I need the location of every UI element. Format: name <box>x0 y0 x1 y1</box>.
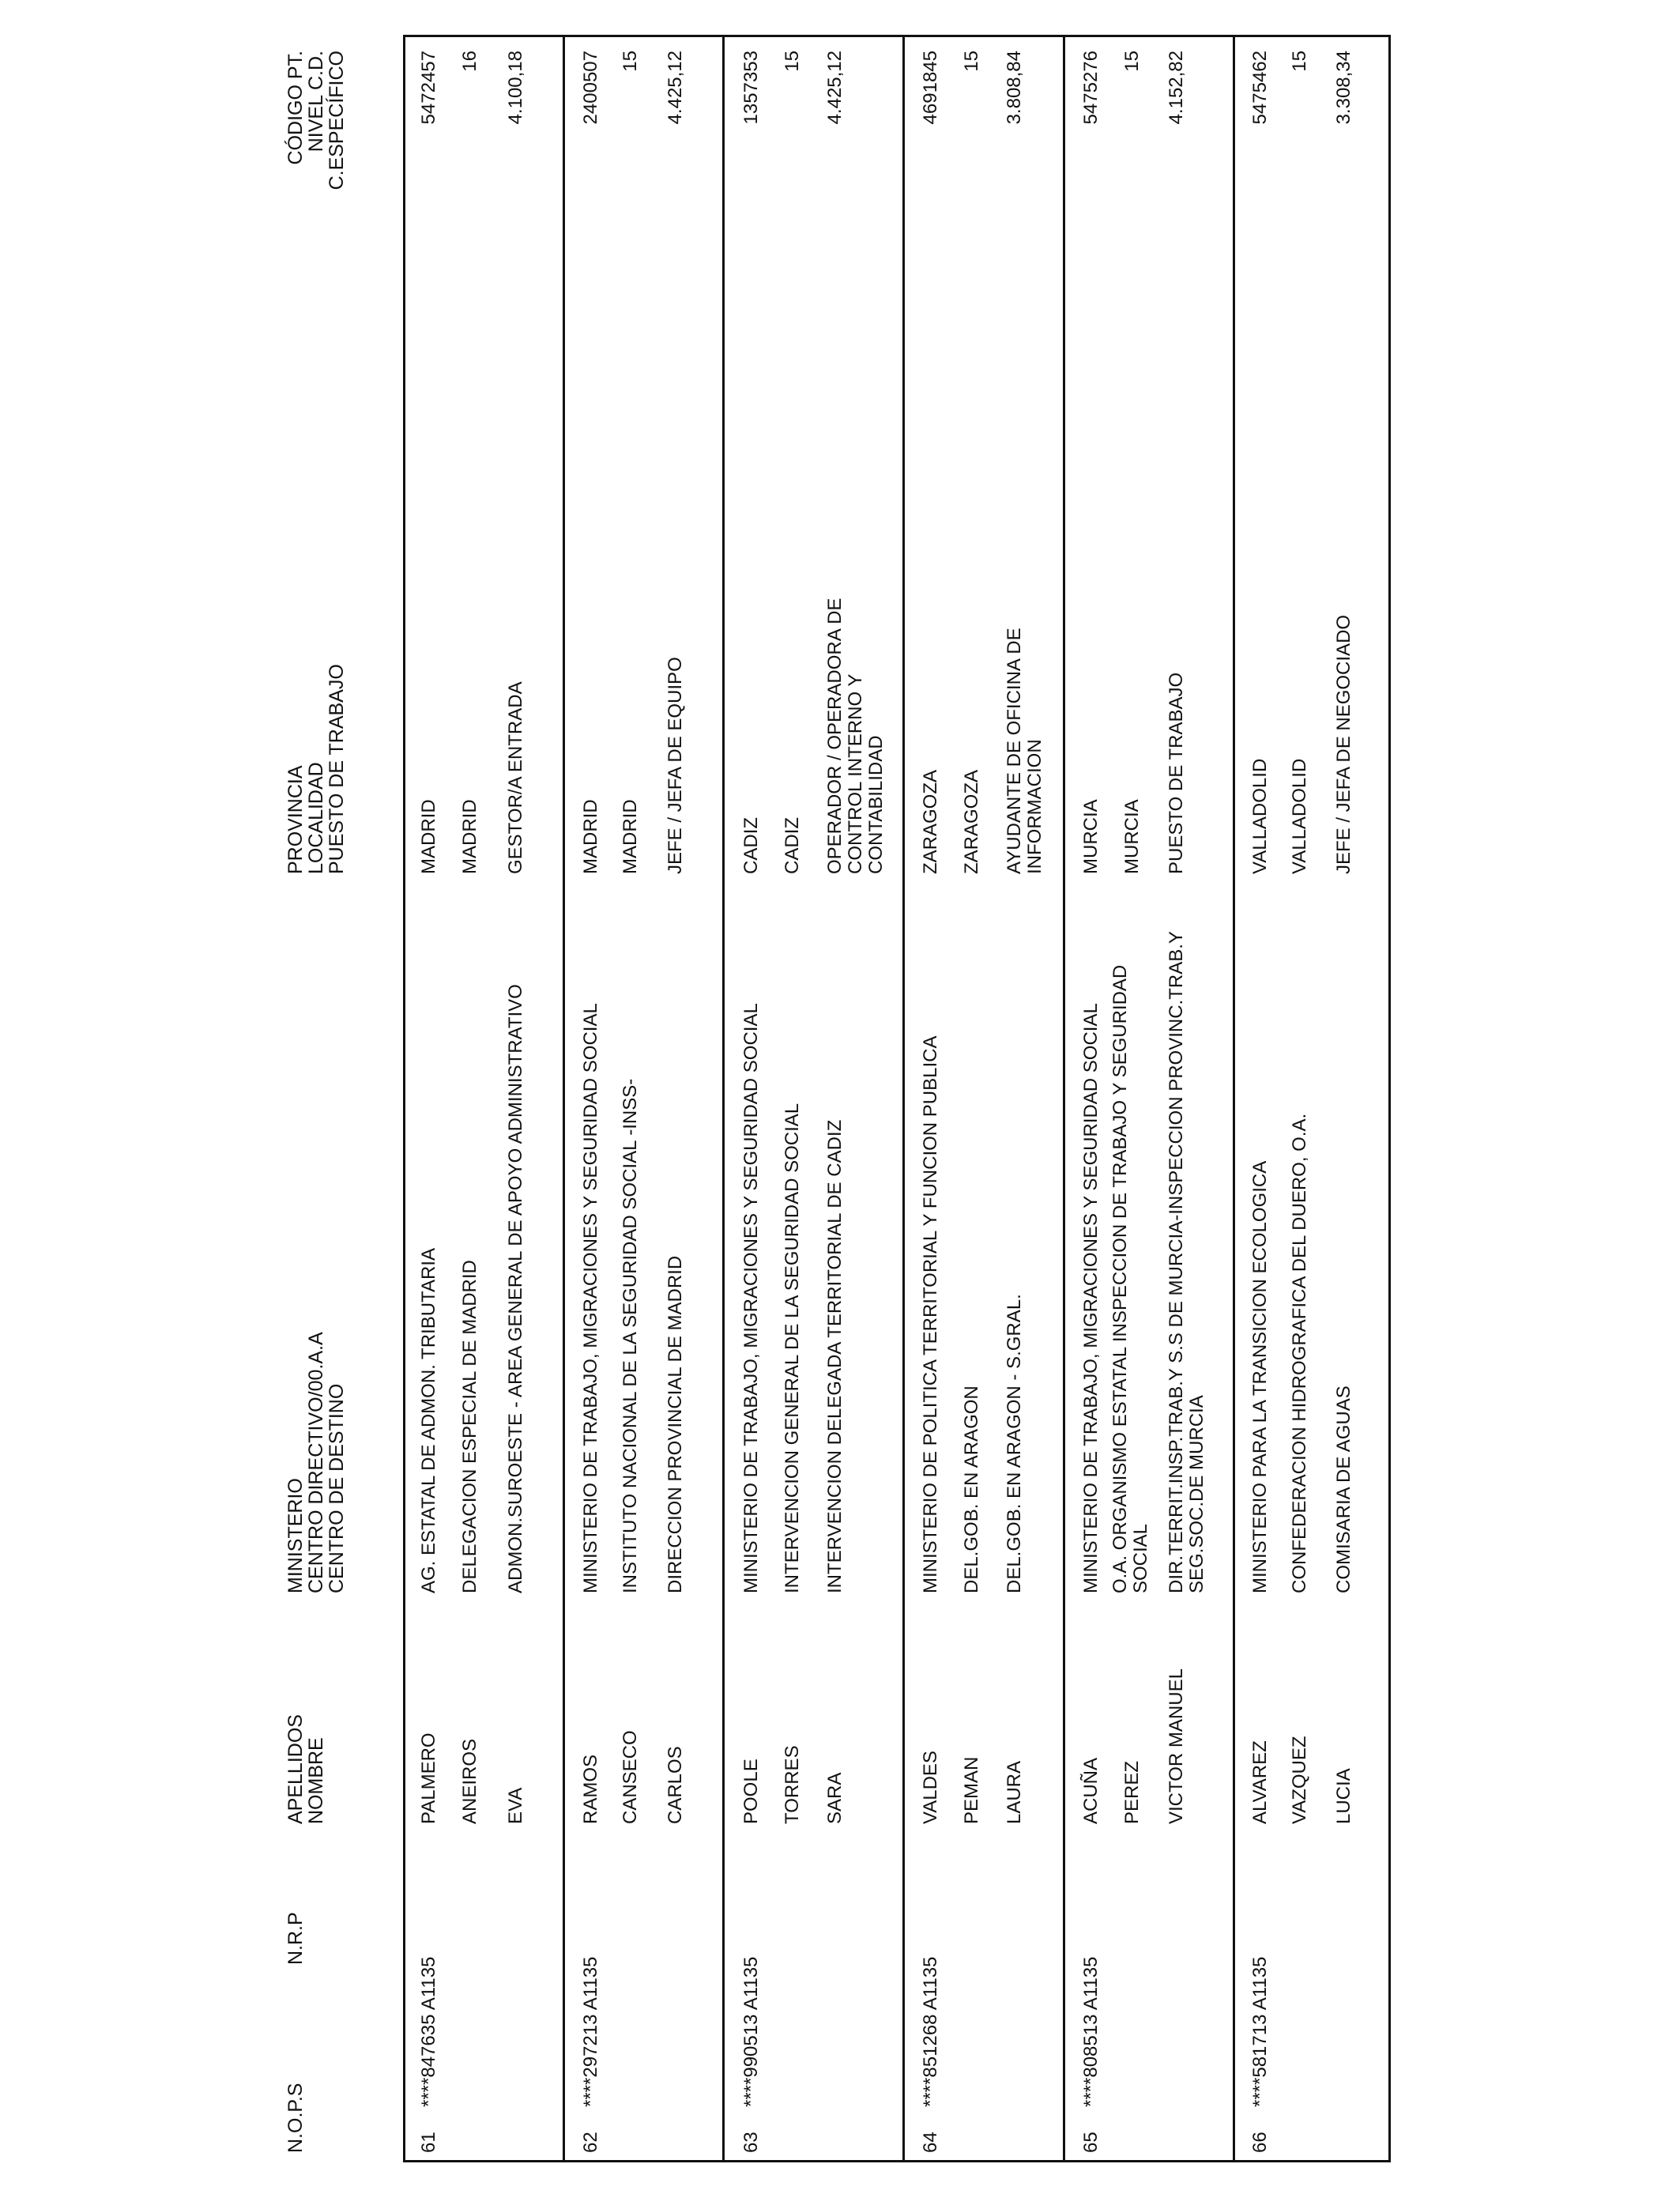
cell-centro-directivo: INSTITUTO NACIONAL DE LA SEGURIDAD SOCIAL -INSS- <box>620 1078 641 1593</box>
cell-codigo: 5472457 <box>418 51 439 125</box>
cell-puesto: JEFE / JEFA DE NEGOCIADO <box>1333 614 1354 874</box>
cell-codigo: 5475462 <box>1249 51 1271 125</box>
cell-centro-directivo: INTERVENCION GENERAL DE LA SEGURIDAD SOCIAL <box>782 1103 803 1593</box>
cell-provincia: ZARAGOZA <box>920 769 941 874</box>
cell-nrp: ****847635 A1135 <box>418 1956 439 2107</box>
table-frame <box>403 35 1391 2162</box>
cell-centro-directivo: DELEGACION ESPECIAL DE MADRID <box>459 1260 480 1593</box>
cell-localidad: ZARAGOZA <box>961 769 982 874</box>
cell-localidad: MURCIA <box>1121 799 1143 874</box>
cell-centro-destino: DIR.TERRIT.INSP.TRAB.Y S.S DE MURCIA-INSPECCION PROVINC.TRAB.Y SEG.SOC.DE MURCIA <box>1166 931 1207 1593</box>
cell-nivel: 15 <box>961 51 982 72</box>
cell-nivel: 15 <box>782 51 803 72</box>
cell-apellido2: TORRES <box>782 1745 803 1824</box>
cell-nombre: LUCIA <box>1333 1768 1354 1824</box>
cell-codigo: 4691845 <box>920 51 941 125</box>
cell-especifico: 4.152,82 <box>1166 51 1187 125</box>
cell-provincia: VALLADOLID <box>1249 758 1271 874</box>
row-separator <box>563 35 565 2162</box>
cell-apellido1: POOLE <box>740 1759 762 1824</box>
cell-apellido2: PEREZ <box>1121 1760 1143 1824</box>
cell-ministerio: MINISTERIO DE TRABAJO, MIGRACIONES Y SEGURIDAD SOCIAL <box>580 1003 601 1593</box>
cell-apellido2: PEMAN <box>961 1756 982 1824</box>
cell-nivel: 15 <box>620 51 641 72</box>
row-separator <box>1233 35 1235 2162</box>
cell-nombre: SARA <box>824 1772 846 1824</box>
header-puesto: PUESTO DE TRABAJO <box>326 664 348 874</box>
header-provincia: PROVINCIA <box>284 765 307 874</box>
cell-codigo: 5475276 <box>1080 51 1102 125</box>
cell-codigo: 1357353 <box>740 51 762 125</box>
cell-localidad: MADRID <box>620 799 641 874</box>
cell-localidad: CADIZ <box>782 817 803 874</box>
cell-nrp: ****808513 A1135 <box>1080 1956 1102 2107</box>
cell-puesto: AYUDANTE DE OFICINA DE INFORMACION <box>1004 628 1045 874</box>
cell-especifico: 4.425,12 <box>824 51 846 125</box>
cell-especifico: 3.308,34 <box>1333 51 1354 125</box>
cell-nivel: 16 <box>459 51 480 72</box>
header-nrp: N.R.P <box>284 1912 307 1965</box>
row-separator <box>1063 35 1065 2162</box>
header-ministerio: MINISTERIO <box>284 1478 307 1593</box>
cell-centro-directivo: O.A. ORGANISMO ESTATAL INSPECCION DE TRABAJO Y SEGURIDAD SOCIAL <box>1109 964 1151 1593</box>
cell-especifico: 4.425,12 <box>665 51 686 125</box>
cell-provincia: MURCIA <box>1080 799 1102 874</box>
cell-apellido2: ANEIROS <box>459 1738 480 1824</box>
cell-apellido1: RAMOS <box>580 1754 601 1824</box>
cell-nrp: ****297213 A1135 <box>580 1956 601 2107</box>
cell-nops: 62 <box>580 2132 601 2153</box>
cell-apellido1: PALMERO <box>418 1732 439 1824</box>
row-separator <box>902 35 905 2162</box>
cell-especifico: 3.808,84 <box>1004 51 1025 125</box>
cell-localidad: VALLADOLID <box>1289 758 1310 874</box>
cell-nombre: EVA <box>505 1787 526 1824</box>
cell-nrp: ****851268 A1135 <box>920 1956 941 2107</box>
header-apellidos: APELLIDOS <box>284 1714 307 1824</box>
header-nops: N.O.P.S <box>284 2083 307 2153</box>
header-nombre: NOMBRE <box>305 1737 327 1824</box>
cell-nivel: 15 <box>1289 51 1310 72</box>
cell-apellido2: VAZQUEZ <box>1289 1736 1310 1824</box>
cell-puesto: PUESTO DE TRABAJO <box>1166 672 1187 874</box>
cell-puesto: JEFE / JEFA DE EQUIPO <box>665 657 686 874</box>
cell-ministerio: MINISTERIO DE TRABAJO, MIGRACIONES Y SEGURIDAD SOCIAL <box>1080 1003 1102 1593</box>
cell-ministerio: AG. ESTATAL DE ADMON. TRIBUTARIA <box>418 1248 439 1593</box>
cell-provincia: MADRID <box>418 799 439 874</box>
cell-localidad: MADRID <box>459 799 480 874</box>
cell-centro-destino: DEL.GOB. EN ARAGON - S.GRAL. <box>1004 1294 1025 1593</box>
cell-apellido1: VALDES <box>920 1751 941 1824</box>
cell-centro-destino: COMISARIA DE AGUAS <box>1333 1385 1354 1593</box>
cell-centro-directivo: CONFEDERACION HIDROGRAFICA DEL DUERO, O.A. <box>1289 1113 1310 1593</box>
header-centro-directivo: CENTRO DIRECTIVO/00.A.A <box>305 1332 327 1593</box>
cell-apellido1: ALVAREZ <box>1249 1740 1271 1824</box>
cell-ministerio: MINISTERIO DE POLITICA TERRITORIAL Y FUNCION PUBLICA <box>920 1035 941 1593</box>
row-separator <box>722 35 725 2162</box>
cell-puesto: GESTOR/A ENTRADA <box>505 681 526 874</box>
cell-codigo: 2400507 <box>580 51 601 125</box>
header-centro-destino: CENTRO DE DESTINO <box>326 1383 348 1593</box>
cell-nops: 65 <box>1080 2132 1102 2153</box>
header-codigo: CÓDIGO PT. <box>284 51 307 165</box>
cell-apellido2: CANSECO <box>620 1730 641 1824</box>
cell-centro-destino: INTERVENCION DELEGADA TERRITORIAL DE CADIZ <box>824 1119 846 1593</box>
header-nivel: NIVEL C.D. <box>305 51 327 153</box>
cell-nops: 61 <box>418 2132 439 2153</box>
header-especifico: C.ESPECÍFICO <box>326 51 348 190</box>
cell-apellido1: ACUÑA <box>1080 1757 1102 1824</box>
cell-ministerio: MINISTERIO DE TRABAJO, MIGRACIONES Y SEGURIDAD SOCIAL <box>740 1003 762 1593</box>
cell-nops: 63 <box>740 2132 762 2153</box>
cell-nops: 66 <box>1249 2132 1271 2153</box>
cell-nrp: ****581713 A1135 <box>1249 1956 1271 2107</box>
cell-nrp: ****990513 A1135 <box>740 1956 762 2107</box>
cell-nivel: 15 <box>1121 51 1143 72</box>
cell-centro-destino: DIRECCION PROVINCIAL DE MADRID <box>665 1255 686 1593</box>
cell-nombre: LAURA <box>1004 1760 1025 1824</box>
cell-centro-destino: ADMON.SUROESTE - AREA GENERAL DE APOYO ADMINISTRATIVO <box>505 984 526 1593</box>
cell-provincia: MADRID <box>580 799 601 874</box>
cell-nops: 64 <box>920 2132 941 2153</box>
cell-provincia: CADIZ <box>740 817 762 874</box>
cell-puesto: OPERADOR / OPERADORA DE CONTROL INTERNO Y CONTABILIDAD <box>824 598 887 874</box>
header-localidad: LOCALIDAD <box>305 762 327 874</box>
cell-nombre: VICTOR MANUEL <box>1166 1668 1187 1824</box>
cell-especifico: 4.100,18 <box>505 51 526 125</box>
cell-centro-directivo: DEL.GOB. EN ARAGON <box>961 1385 982 1593</box>
cell-nombre: CARLOS <box>665 1746 686 1824</box>
cell-ministerio: MINISTERIO PARA LA TRANSICION ECOLOGICA <box>1249 1160 1271 1593</box>
